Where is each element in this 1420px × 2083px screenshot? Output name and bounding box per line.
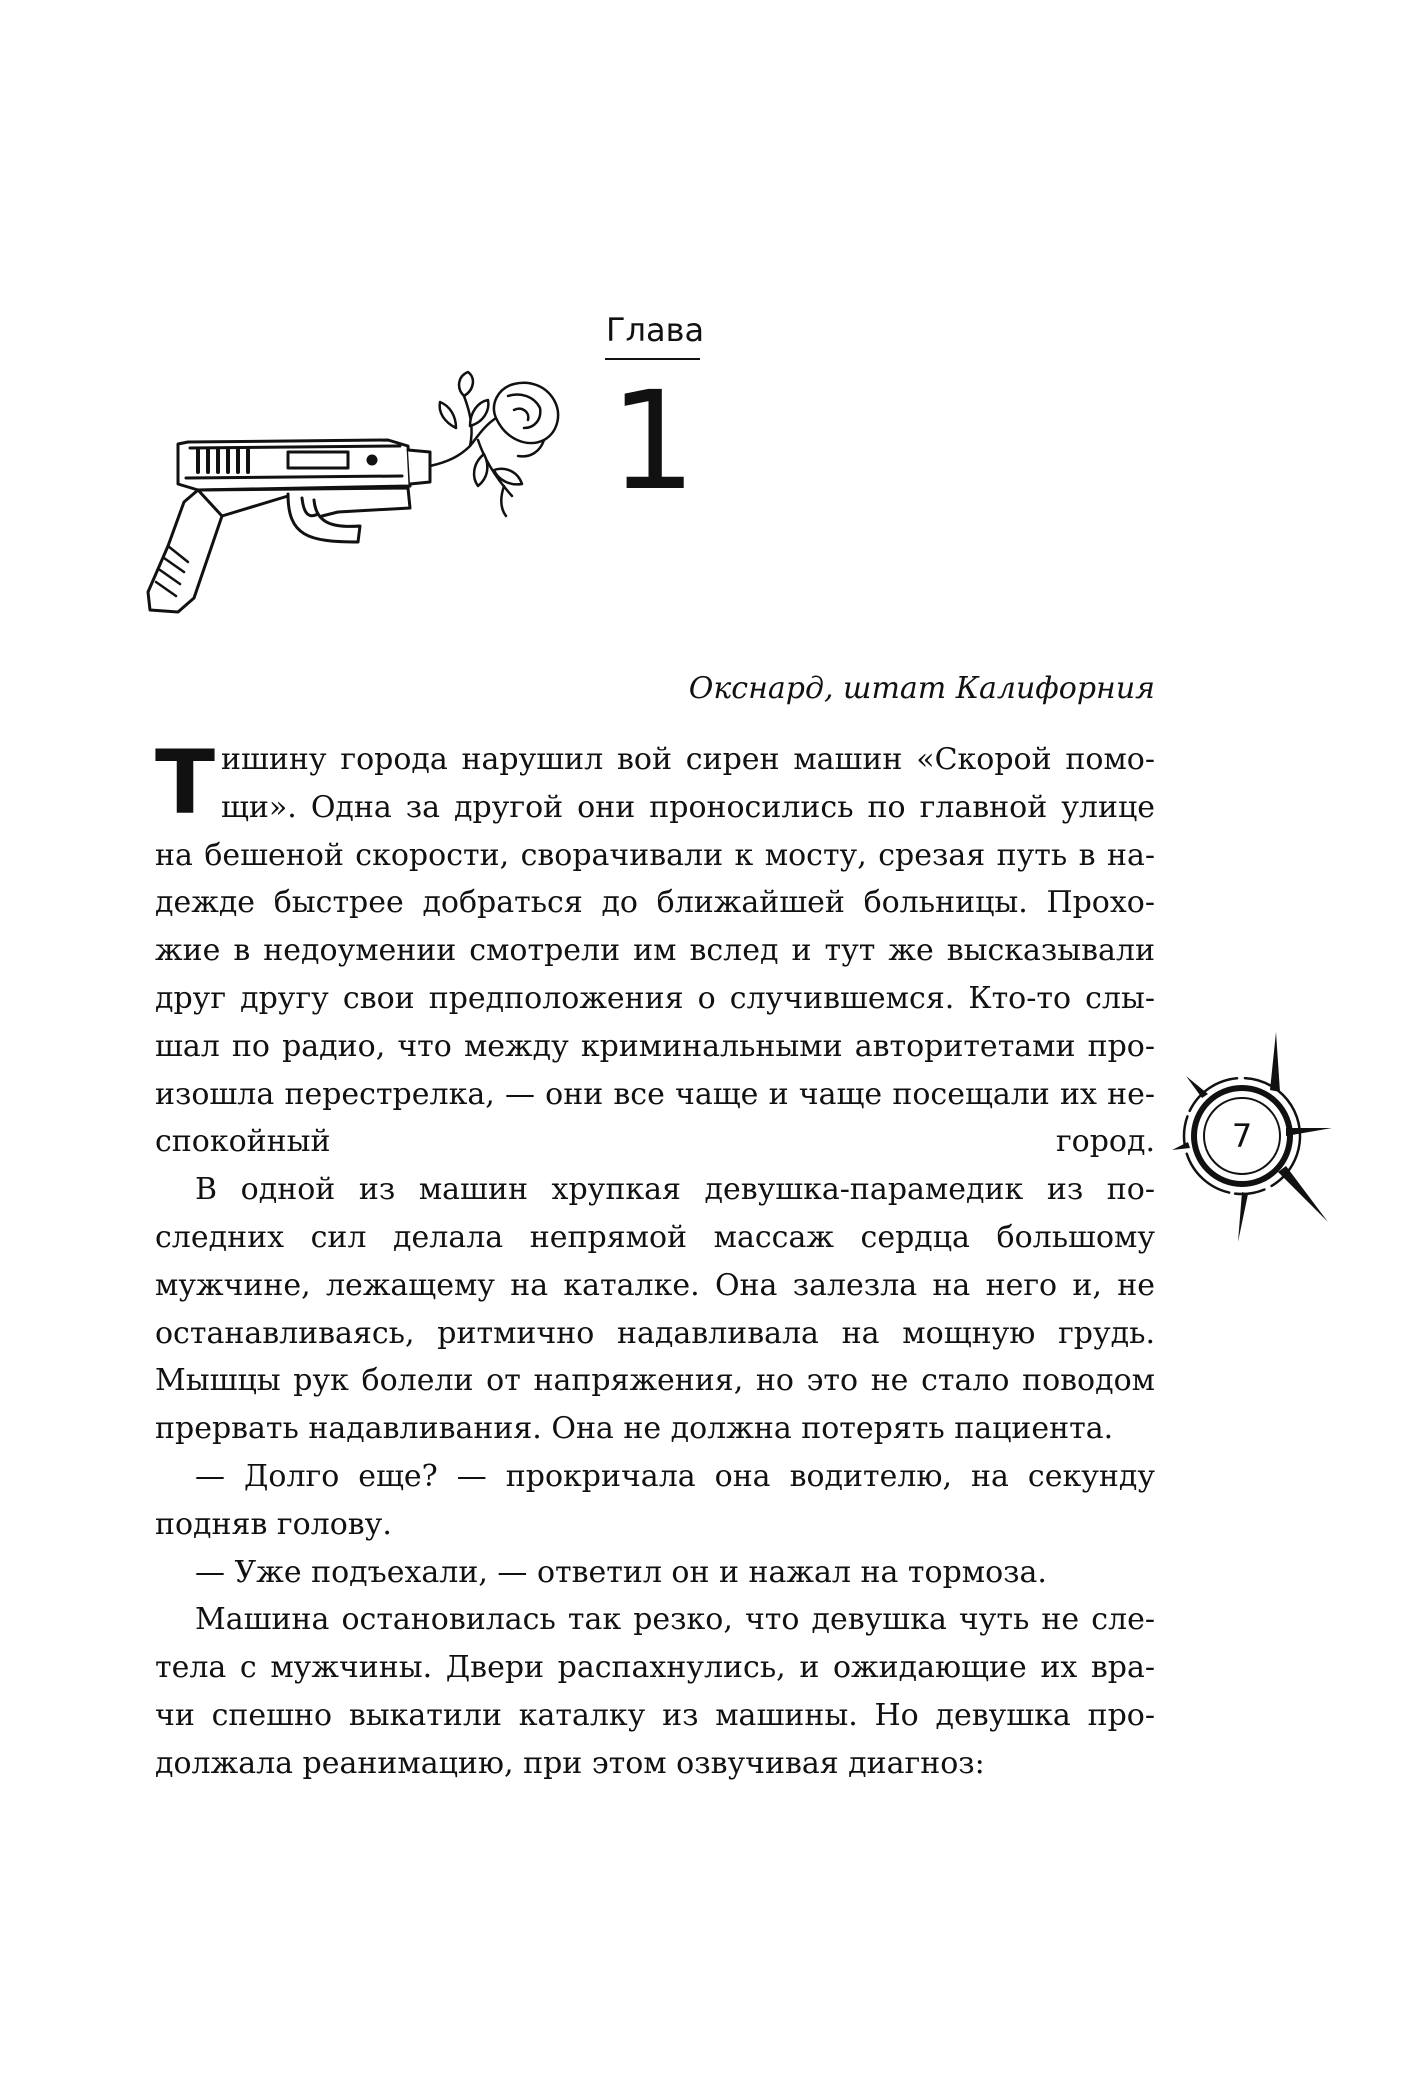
text-line: мужчине, лежащему на каталке. Она залезла на него и, не — [155, 1267, 1155, 1303]
text-line: тела с мужчины. Двери распахнулись, и ожидающие их вра- — [155, 1650, 1155, 1686]
paragraph — [155, 1549, 1155, 1597]
pistol-with-rose-icon — [138, 366, 578, 630]
paragraph — [155, 1166, 1155, 1453]
text-line: щи». Одна за другой они проносились по главной улице — [221, 789, 1155, 825]
text-line: должала реанимацию, при этом озвучивая диагноз: — [155, 1745, 985, 1781]
text-line: жие в недоумении смотрели им вслед и тут же высказывали — [155, 933, 1155, 969]
location-subtitle: Окснард, штат Калифорния — [688, 671, 1155, 706]
text-line: прервать надавливания. Она не должна потерять пациента. — [155, 1411, 1114, 1447]
text-line: — Уже подъехали, — ответил он и нажал на тормоза. — [195, 1554, 1047, 1590]
text-line: дежде быстрее добраться до ближайшей больницы. Прохо- — [155, 885, 1155, 921]
text-line: останавливаясь, ритмично надавливала на мощную грудь. — [155, 1315, 1155, 1351]
text-line: Мышцы рук болели от напряжения, но это не стало поводом — [155, 1363, 1155, 1399]
chapter-number: 1 — [609, 363, 697, 521]
text-line: В одной из машин хрупкая девушка-парамедик из по- — [195, 1172, 1155, 1208]
text-line: спокойный город. — [155, 1124, 1155, 1160]
text-line: следних сил делала непрямой массаж сердца большому — [155, 1219, 1155, 1255]
paragraph — [155, 731, 1155, 1166]
chapter-label: Глава — [606, 311, 705, 349]
chapter-body — [155, 731, 1155, 1788]
text-line: — Долго еще? — прокричала она водителю, на секунду — [195, 1458, 1155, 1494]
chapter-divider — [605, 358, 700, 360]
text-line: чи спешно выкатили каталку из машины. Но девушка про- — [155, 1697, 1155, 1733]
text-line: изошла перестрелка, — они все чаще и чаще посещали их не- — [155, 1076, 1155, 1112]
text-line: ишину города нарушил вой сирен машин «Скорой помо- — [221, 742, 1155, 777]
text-line: Машина остановилась так резко, что девушка чуть не сле- — [195, 1602, 1155, 1638]
paragraph — [155, 1596, 1155, 1787]
page-number: 7 — [1231, 1117, 1253, 1155]
drop-cap: Т — [155, 731, 216, 834]
text-line: шал по радио, что между криминальными авторитетами про- — [155, 1028, 1155, 1064]
text-line: подняв голову. — [155, 1506, 392, 1542]
paragraph — [155, 1453, 1155, 1549]
text-line: друг другу свои предположения о случившемся. Кто-то слы- — [155, 980, 1155, 1016]
text-line: на бешеной скорости, сворачивали к мосту, срезая путь в на- — [155, 837, 1155, 873]
